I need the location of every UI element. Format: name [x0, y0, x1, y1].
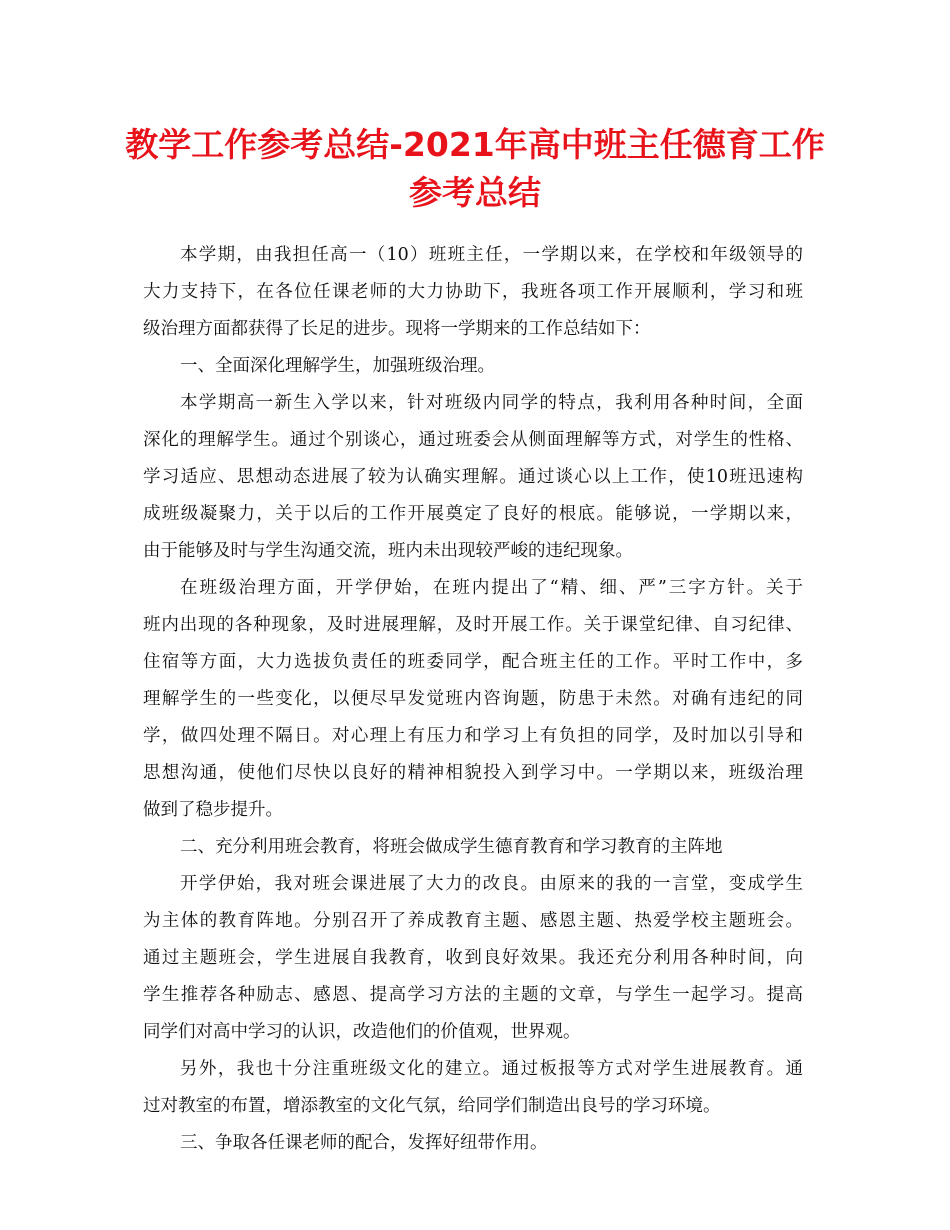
document-title-line-2: 参考总结 [409, 173, 541, 212]
paragraph-line: 学，做四处理不隔日。对心理上有压力和学习上有负担的同学，及时加以引导和 [143, 726, 803, 746]
paragraph-line: 学生推荐各种励志、感恩、提高学习方法的主题的文章，与学生一起学习。提高 [143, 985, 803, 1005]
paragraph-line: 住宿等方面，大力选拔负责任的班委同学，配合班主任的工作。平时工作中，多 [143, 652, 803, 672]
paragraph-line: 另外，我也十分注重班级文化的建立。通过板报等方式对学生进展教育。通 [180, 1059, 803, 1079]
paragraph-line: 学习适应、思想动态进展了较为认确实理解。通过谈心以上工作，使10班迅速构 [143, 467, 803, 487]
paragraph-line: 深化的理解学生。通过个别谈心，通过班委会从侧面理解等方式，对学生的性格、 [143, 430, 803, 450]
paragraph-line: 通过主题班会，学生进展自我教育，收到良好效果。我还充分利用各种时间，向 [143, 948, 803, 968]
paragraph-line: 本学期，由我担任高一（10）班班主任，一学期以来，在学校和年级领导的 [180, 245, 803, 265]
section-heading: 二、充分利用班会教育，将班会做成学生德育教育和学习教育的主阵地 [180, 837, 723, 857]
paragraph-line: 思想沟通，使他们尽快以良好的精神相貌投入到学习中。一学期以来，班级治理 [143, 763, 803, 783]
paragraph-line: 在班级治理方面，开学伊始，在班内提出了“精、细、严”三字方针。关于 [180, 578, 803, 598]
document-title-line-1: 教学工作参考总结-2021年高中班主任德育工作 [125, 125, 825, 164]
paragraph-line: 同学们对高中学习的认识，改造他们的价值观，世界观。 [143, 1022, 581, 1042]
paragraph-line: 过对教室的布置，增添教室的文化气氛，给同学们制造出良号的学习环境。 [143, 1096, 721, 1116]
paragraph-line: 为主体的教育阵地。分别召开了养成教育主题、感恩主题、热爱学校主题班会。 [143, 911, 803, 931]
paragraph-line: 本学期高一新生入学以来，针对班级内同学的特点，我利用各种时间，全面 [180, 393, 803, 413]
section-heading: 一、全面深化理解学生，加强班级治理。 [180, 356, 495, 376]
paragraph-line: 大力支持下，在各位任课老师的大力协助下，我班各项工作开展顺利，学习和班 [143, 282, 803, 302]
paragraph-line: 做到了稳步提升。 [143, 800, 283, 820]
paragraph-line: 由于能够及时与学生沟通交流，班内未出现较严峻的违纪现象。 [143, 541, 633, 561]
paragraph-line: 级治理方面都获得了长足的进步。现将一学期来的工作总结如下： [143, 319, 651, 339]
section-heading: 三、争取各任课老师的配合，发挥好纽带作用。 [180, 1133, 548, 1153]
paragraph-line: 理解学生的一些变化，以便尽早发觉班内咨询题，防患于未然。对确有违纪的同 [143, 689, 803, 709]
paragraph-line: 成班级凝聚力，关于以后的工作开展奠定了良好的根底。能够说，一学期以来， [143, 504, 803, 524]
paragraph-line: 班内出现的各种现象，及时进展理解，及时开展工作。关于课堂纪律、自习纪律、 [143, 615, 803, 635]
paragraph-line: 开学伊始，我对班会课进展了大力的改良。由原来的我的一言堂，变成学生 [180, 874, 803, 894]
